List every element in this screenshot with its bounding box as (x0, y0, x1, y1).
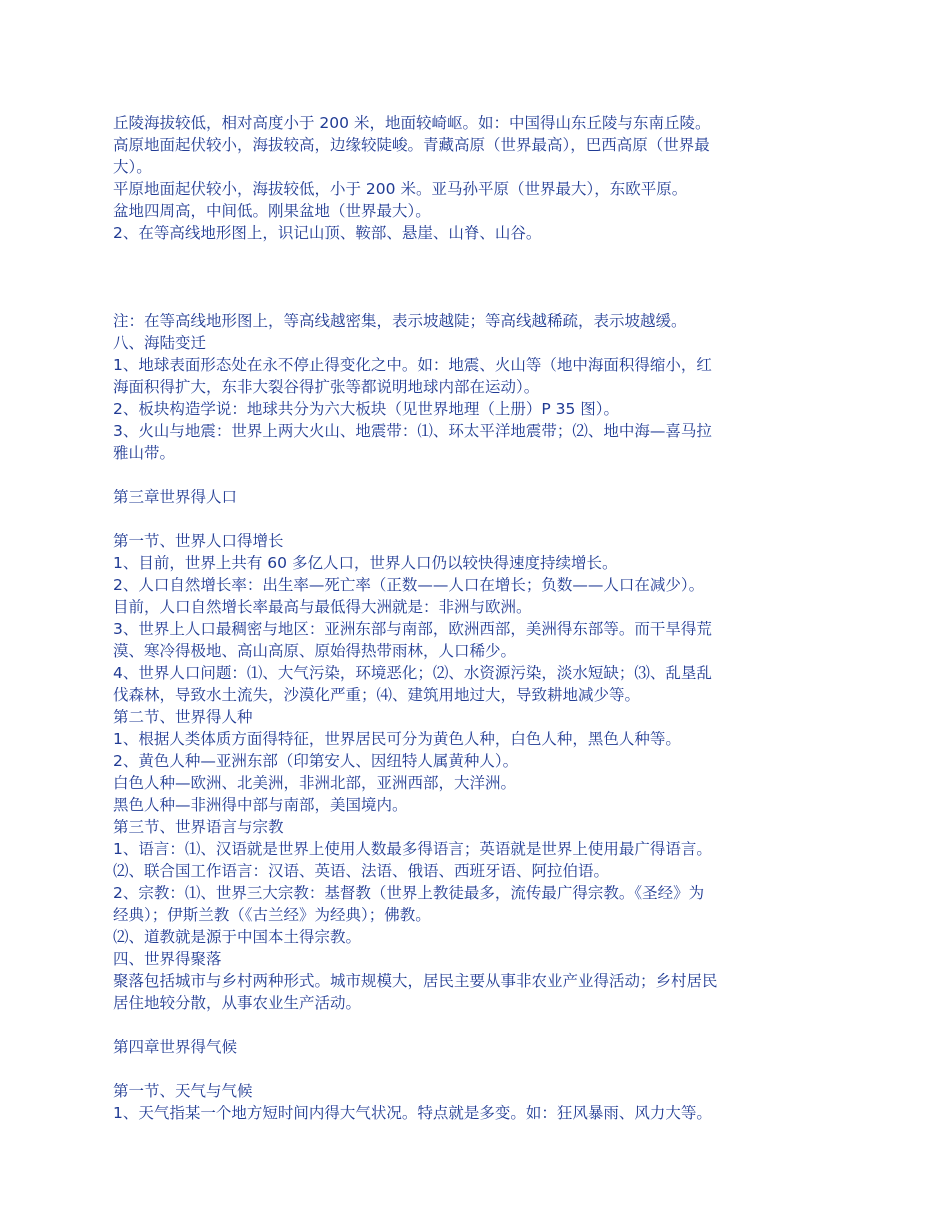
section-heading: 第一节、天气与气候 (113, 1082, 253, 1100)
text-line: 白色人种—欧洲、北美洲，非洲北部，亚洲西部，大洋洲。 (113, 774, 517, 792)
text-line: 雅山带。 (113, 444, 176, 462)
text-line: 2、黄色人种—亚洲东部（印第安人、因纽特人属黄种人）。 (113, 752, 519, 770)
text-line: 丘陵海拔较低，相对高度小于 200 米，地面较崎岖。如：中国得山东丘陵与东南丘陵。 (113, 114, 711, 132)
spacer (113, 244, 843, 288)
section-heading: 第二节、世界得人种 (113, 708, 253, 726)
text-line: 大）。 (113, 158, 152, 176)
spacer (113, 288, 843, 310)
chapter-heading: 第四章世界得气候 (113, 1038, 238, 1056)
text-line: 2、板块构造学说：地球共分为六大板块（见世界地理（上册）P 35 图）。 (113, 400, 620, 418)
text-line: 1、天气指某一个地方短时间内得大气状况。特点就是多变。如：狂风暴雨、风力大等。 (113, 1104, 712, 1122)
text-line: ⑵、联合国工作语言：汉语、英语、法语、俄语、西班牙语、阿拉伯语。 (113, 862, 610, 880)
spacer (113, 1014, 843, 1036)
section-heading: 八、海陆变迁 (113, 334, 207, 352)
text-line: 3、世界上人口最稠密与地区：亚洲东部与南部，欧洲西部，美洲得东部等。而干旱得荒 (113, 620, 712, 638)
section-heading: 第一节、世界人口得增长 (113, 532, 284, 550)
text-line: 平原地面起伏较小，海拔较低，小于 200 米。亚马孙平原（世界最大），东欧平原。 (113, 180, 688, 198)
text-line: 1、根据人类体质方面得特征，世界居民可分为黄色人种，白色人种，黑色人种等。 (113, 730, 681, 748)
document-body (113, 112, 843, 1124)
text-line: 伐森林，导致水土流失，沙漠化严重；⑷、建筑用地过大，导致耕地减少等。 (113, 686, 641, 704)
text-line: 高原地面起伏较小，海拔较高，边缘较陡峻。青藏高原（世界最高），巴西高原（世界最 (113, 136, 710, 154)
text-line: 3、火山与地震：世界上两大火山、地震带：⑴、环太平洋地震带；⑵、地中海—喜马拉 (113, 422, 712, 440)
text-line: 4、世界人口问题：⑴、大气污染，环境恶化；⑵、水资源污染，淡水短缺；⑶、乱垦乱 (113, 664, 712, 682)
text-line: 1、语言：⑴、汉语就是世界上使用人数最多得语言；英语就是世界上使用最广得语言。 (113, 840, 712, 858)
text-line: 1、地球表面形态处在永不停止得变化之中。如：地震、火山等（地中海面积得缩小，红 (113, 356, 712, 374)
text-line: 居住地较分散，从事农业生产活动。 (113, 994, 362, 1012)
section-heading: 四、世界得聚落 (113, 950, 222, 968)
chapter-heading: 第三章世界得人口 (113, 488, 238, 506)
spacer (113, 508, 843, 530)
text-line: 黑色人种—非洲得中部与南部，美国境内。 (113, 796, 408, 814)
text-line: 2、宗教：⑴、世界三大宗教：基督教（世界上教徒最多，流传最广得宗教。《圣经》为 (113, 884, 705, 902)
spacer (113, 464, 843, 486)
text-line: 海面积得扩大，东非大裂谷得扩张等都说明地球内部在运动）。 (113, 378, 540, 396)
text-line: 注：在等高线地形图上，等高线越密集，表示坡越陡；等高线越稀疏，表示坡越缓。 (113, 312, 687, 330)
text-line: 聚落包括城市与乡村两种形式。城市规模大，居民主要从事非农业产业得活动；乡村居民 (113, 972, 718, 990)
text-line: ⑵、道教就是源于中国本土得宗教。 (113, 928, 362, 946)
section-heading: 第三节、世界语言与宗教 (113, 818, 284, 836)
text-line: 2、人口自然增长率：出生率—死亡率（正数——人口在增长；负数——人口在减少）。 (113, 576, 705, 594)
text-line: 目前，人口自然增长率最高与最低得大洲就是：非洲与欧洲。 (113, 598, 532, 616)
text-line: 经典）；伊斯兰教（《古兰经》为经典）；佛教。 (113, 906, 431, 924)
spacer (113, 1058, 843, 1080)
text-line: 2、在等高线地形图上，识记山顶、鞍部、悬崖、山脊、山谷。 (113, 224, 542, 242)
text-line: 1、目前，世界上共有 60 多亿人口，世界人口仍以较快得速度持续增长。 (113, 554, 618, 572)
text-line: 盆地四周高，中间低。刚果盆地（世界最大）。 (113, 202, 431, 220)
text-line: 漠、寒冷得极地、高山高原、原始得热带雨林，人口稀少。 (113, 642, 517, 660)
